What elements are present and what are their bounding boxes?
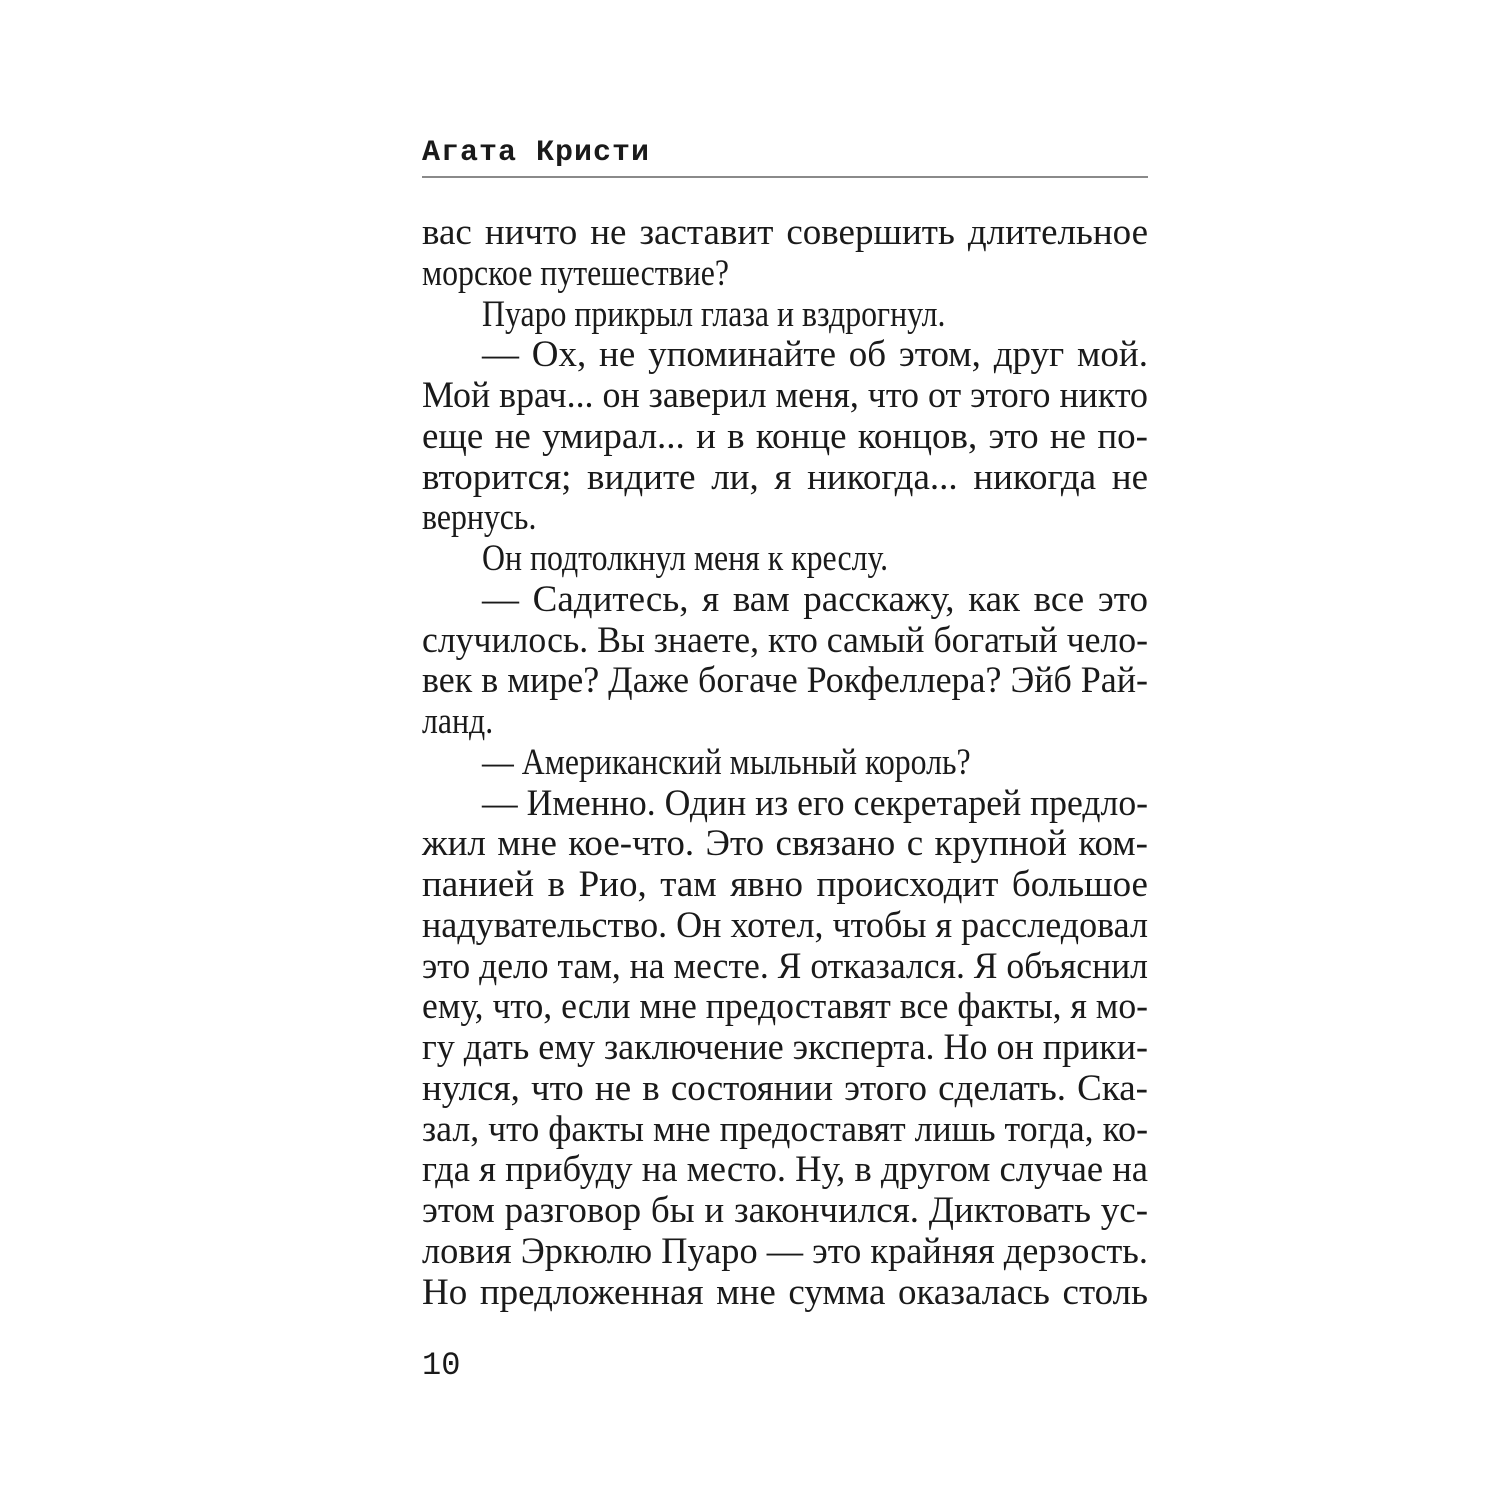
page-number: 10: [422, 1347, 461, 1384]
running-head-author: Агата Кристи: [422, 136, 651, 170]
text-line: ему, что, если мне предоставят все факты, я мо-: [422, 986, 1149, 1028]
text-line: ловия Эркюлю Пуаро — это крайняя дерзость.: [422, 1230, 1148, 1272]
text-line: век в мире? Даже богаче Рокфеллера? Эйб Рай-: [422, 660, 1149, 702]
text-line: Он подтолкнул меня к креслу.: [482, 538, 889, 579]
text-line: Но предложенная мне сумма оказалась столь: [422, 1271, 1148, 1313]
text-line: жил мне кое-что. Это связано с крупной ком-: [422, 823, 1148, 865]
text-line: — Именно. Один из его секретарей предло-: [482, 782, 1149, 824]
text-line: ланд.: [422, 701, 494, 742]
text-line: Пуаро прикрыл глаза и вздрогнул.: [482, 293, 946, 335]
body-text: [422, 213, 1148, 1313]
text-line: гда я прибуду на место. Ну, в другом случае на: [422, 1149, 1148, 1191]
header-rule: [422, 176, 1148, 178]
text-line: — Садитесь, я вам расскажу, как все это: [482, 578, 1148, 620]
text-line: гу дать ему заключение эксперта. Но он прики-: [422, 1027, 1149, 1068]
text-line: случилось. Вы знаете, кто самый богатый чело-: [422, 619, 1148, 661]
text-line: панией в Рио, там явно происходит большое: [422, 864, 1148, 905]
text-line: еще не умирал... и в конце концов, это не по-: [422, 415, 1148, 457]
text-line: морское путешествие?: [422, 252, 730, 294]
text-line: этом разговор бы и закончился. Диктовать ус-: [422, 1190, 1149, 1231]
text-line: это дело там, на месте. Я отказался. Я объяснил: [422, 945, 1148, 987]
text-line: вас ничто не заставит совершить длительное: [422, 212, 1149, 253]
text-line: Мой врач... он заверил меня, что от этого никто: [422, 375, 1148, 416]
text-line: вторится; видите ли, я никогда... никогда не: [422, 456, 1149, 498]
text-line: — Американский мыльный король?: [482, 741, 971, 783]
text-line: вернусь.: [422, 497, 537, 539]
text-line: надувательство. Он хотел, чтобы я расследовал: [422, 904, 1148, 946]
text-line: нулся, что не в состоянии этого сделать. Ска-: [422, 1067, 1149, 1109]
text-line: зал, что факты мне предоставят лишь тогда, ко-: [422, 1108, 1149, 1150]
text-line: — Ох, не упоминайте об этом, друг мой.: [482, 334, 1148, 376]
